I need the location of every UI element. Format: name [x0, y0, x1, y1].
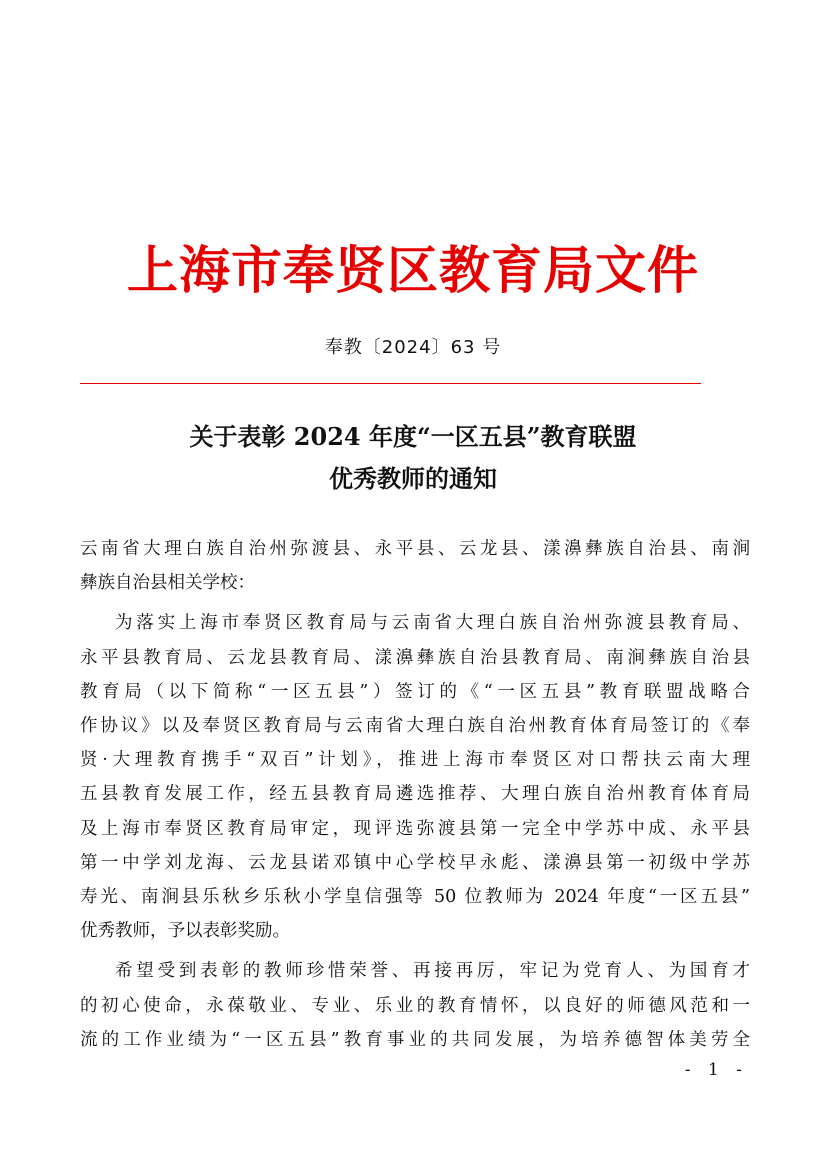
- salutation-line: 云南省大理白族自治州弥渡县、永平县、云龙县、漾濞彝族自治县、南涧: [80, 539, 750, 559]
- salutation-line: 彝族自治县相关学校：: [80, 573, 255, 594]
- paragraph-2-line: 希望受到表彰的教师珍惜荣誉、再接再厉，牢记为党育人、为国育才: [115, 961, 750, 982]
- issuer-heading: 上海市奉贤区教育局文件: [126, 242, 699, 301]
- page-number: - 1 -: [684, 1060, 748, 1080]
- paragraph-2-line: 流的工作业绩为“一区五县”教育事业的共同发展，为培养德智体美劳全: [80, 1029, 750, 1050]
- paragraph-1-line: 优秀教师，予以表彰奖励。: [80, 921, 290, 942]
- paragraph-1-line: 五县教育发展工作，经五县教育局遴选推荐、大理白族自治州教育体育局: [80, 784, 750, 805]
- paragraph-1-line: 贤·大理教育携手“双百”计划》，推进上海市奉贤区对口帮扶云南大理: [80, 750, 750, 771]
- document-title: [0, 416, 826, 500]
- document-body: [80, 532, 750, 1057]
- document-number: 奉教〔2024〕63 号: [324, 337, 502, 358]
- paragraph-1-line: 永平县教育局、云龙县教育局、漾濞彝族自治县教育局、南涧彝族自治县: [80, 647, 750, 668]
- paragraph-1-line: 为落实上海市奉贤区教育局与云南省大理白族自治州弥渡县教育局、: [115, 613, 750, 634]
- paragraph-1-line: 第一中学刘龙海、云龙县诺邓镇中心学校早永彪、漾濞县第一初级中学苏: [80, 852, 750, 873]
- paragraph-1-line: 及上海市奉贤区教育局审定，现评选弥渡县第一完全中学苏中成、永平县: [80, 818, 750, 839]
- paragraph-1-line: 寿光、南涧县乐秋乡乐秋小学皇信强等 50 位教师为 2024 年度“一区五县”: [80, 887, 750, 908]
- paragraph-2-line: 的初心使命，永葆敬业、专业、乐业的教育情怀，以良好的师德风范和一: [80, 995, 750, 1016]
- paragraph-1-line: 教育局（以下简称“一区五县”）签订的《“一区五县”教育联盟战略合: [80, 681, 750, 702]
- paragraph-1-line: 作协议》以及奉贤区教育局与云南省大理白族自治州教育体育局签订的《奉: [80, 716, 750, 737]
- title-line-1: 关于表彰 2024 年度“一区五县”教育联盟: [189, 422, 637, 451]
- title-line-2: 优秀教师的通知: [329, 464, 497, 493]
- red-divider-line: [80, 383, 701, 384]
